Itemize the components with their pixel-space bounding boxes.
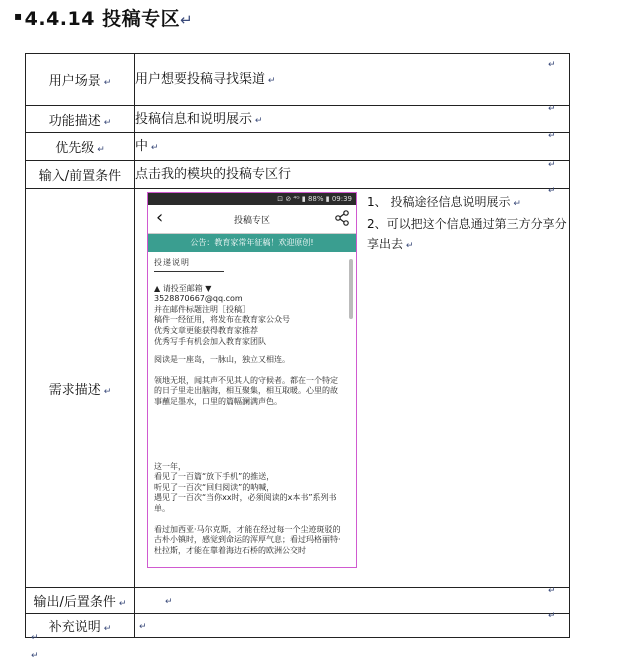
- row-value: 投稿信息和说明展示: [135, 111, 253, 127]
- paragraph-line: 遇见了一百次“当你xx时，必须阅读的x本书”系列书单。: [154, 493, 337, 513]
- table-row: [26, 189, 570, 588]
- row-label: 用户场景: [48, 74, 101, 89]
- paragraph-mark-icon: ↵: [103, 624, 112, 634]
- row-label-cell: [26, 133, 135, 161]
- paragraph-mark-icon: ↵: [31, 651, 39, 661]
- requirement-list: [367, 192, 572, 256]
- paragraph-mark-icon: ↵: [252, 115, 263, 126]
- paragraph-mark-icon: ↵: [548, 60, 556, 70]
- heading-text: 4.4.14 投稿专区: [24, 8, 181, 30]
- phone-screenshot: [147, 192, 357, 568]
- requirement-cell: [135, 189, 570, 588]
- row-label-cell: [26, 161, 135, 189]
- row-value-cell: [135, 161, 570, 189]
- row-label: 功能描述: [48, 113, 101, 129]
- row-label: 输入/前置条件: [38, 169, 122, 184]
- row-value: 用户想要投稿寻找渠道: [135, 72, 266, 87]
- table-row: [26, 614, 570, 638]
- paragraph-mark-icon: ↵: [548, 131, 556, 141]
- info-line: 优秀写手有机会加入教育家团队: [154, 336, 266, 346]
- paragraph-mark-icon: ↵: [265, 76, 276, 86]
- chevron-left-icon[interactable]: ‹: [156, 207, 164, 228]
- row-label-cell: [26, 614, 135, 638]
- paragraph: 领地无垠，闻其声不见其人的守候者。都在一个特定的日子里走出脑海，相互聚集，相互取暖。心里的故事蘸足墨水，口里的篇幅澜满声色。: [154, 375, 338, 406]
- paragraph-line: 看见了一百篇“放下手机”的推送，: [154, 472, 275, 482]
- row-value-cell: [135, 54, 570, 106]
- section-heading: [14, 4, 193, 31]
- paragraph-mark-icon: ↵: [103, 78, 112, 88]
- row-value-cell: [135, 106, 570, 133]
- paragraph-mark-icon: ↵: [548, 186, 556, 196]
- phone-title: 投稿专区: [233, 216, 270, 226]
- paragraph-mark-icon: ↵: [510, 199, 521, 209]
- phone-nav-bar: [148, 205, 356, 234]
- phone-content: [148, 252, 356, 556]
- spec-table: [25, 53, 570, 638]
- paragraph-mark-icon: ↵: [139, 622, 147, 632]
- row-label-cell: [26, 588, 135, 614]
- table-row: [26, 133, 570, 161]
- email-address: 3528870667@qq.com: [154, 294, 243, 304]
- paragraph-line: 这一年，: [154, 461, 186, 471]
- paragraph-mark-icon: ↵: [180, 11, 194, 29]
- notice-banner: 公告：教育家常年征稿！欢迎原创!: [148, 234, 356, 252]
- paragraph-mark-icon: ↵: [31, 633, 39, 643]
- phone-status-bar: ⊡ ⊘ ⁴ᴳ ▮ 88% ▮ 09:39: [148, 193, 356, 205]
- row-value: 点击我的模块的投稿专区行: [135, 167, 292, 182]
- paragraph-mark-icon: ↵: [103, 386, 112, 397]
- paragraph-mark-icon: ↵: [165, 597, 173, 607]
- paragraph-mark-icon: ↵: [548, 104, 556, 114]
- row-value-cell: [135, 614, 570, 638]
- share-icon[interactable]: [334, 210, 350, 230]
- row-label: 需求描述: [48, 382, 101, 398]
- scrollbar[interactable]: [349, 259, 353, 319]
- table-row: [26, 588, 570, 614]
- row-label-cell: [26, 106, 135, 133]
- info-line: 稿件一经征用，将发布在教育家公众号: [154, 315, 290, 325]
- paragraph-mark-icon: ↵: [548, 611, 556, 621]
- row-value-cell: [135, 588, 570, 614]
- paragraph-mark-icon: ↵: [118, 599, 127, 609]
- row-label: 输出/后置条件: [33, 595, 116, 610]
- paragraph: 阅读是一座岛，一脉山，独立又相连。: [154, 355, 290, 365]
- table-row: [26, 54, 570, 106]
- paragraph-mark-icon: ↵: [103, 117, 112, 128]
- info-line: 优秀文章更能获得教育家推荐: [154, 325, 258, 335]
- row-label: 补充说明: [48, 620, 101, 635]
- info-line: 并在邮件标题注明［投稿］: [154, 304, 250, 314]
- paragraph-mark-icon: ↵: [548, 586, 556, 596]
- paragraph-mark-icon: ↵: [403, 241, 414, 251]
- paragraph-mark-icon: ↵: [148, 143, 159, 153]
- row-label: 优先级: [55, 141, 95, 156]
- requirement-item: 2、可以把这个信息通过第三方分享分享出去 ↵: [367, 217, 567, 251]
- row-label-cell: [26, 189, 135, 588]
- table-row: [26, 106, 570, 133]
- row-value-cell: [135, 133, 570, 161]
- row-label-cell: [26, 54, 135, 106]
- submit-heading: ▲ 请投至邮箱 ▼: [154, 283, 212, 293]
- paragraph-line: 听见了一百次“回归阅读”的呐喊，: [154, 482, 275, 492]
- guide-heading: 投递说明: [154, 258, 224, 272]
- requirement-item: 1、 投稿途径信息说明展示 ↵: [367, 195, 521, 209]
- paragraph-mark-icon: ↵: [97, 145, 105, 155]
- row-value: 中: [135, 139, 149, 154]
- table-row: [26, 161, 570, 189]
- paragraph-mark-icon: ↵: [548, 160, 556, 170]
- heading-bullet: ▪: [14, 9, 23, 23]
- paragraph: 看过加西亚·马尔克斯，才能在经过每一个尘迹斑驳的古朴小镇时，感觉到命运的浑厚气息；看过玛格丽特·杜拉斯，才能在靠着海边石桥的欧洲公交时: [154, 524, 341, 555]
